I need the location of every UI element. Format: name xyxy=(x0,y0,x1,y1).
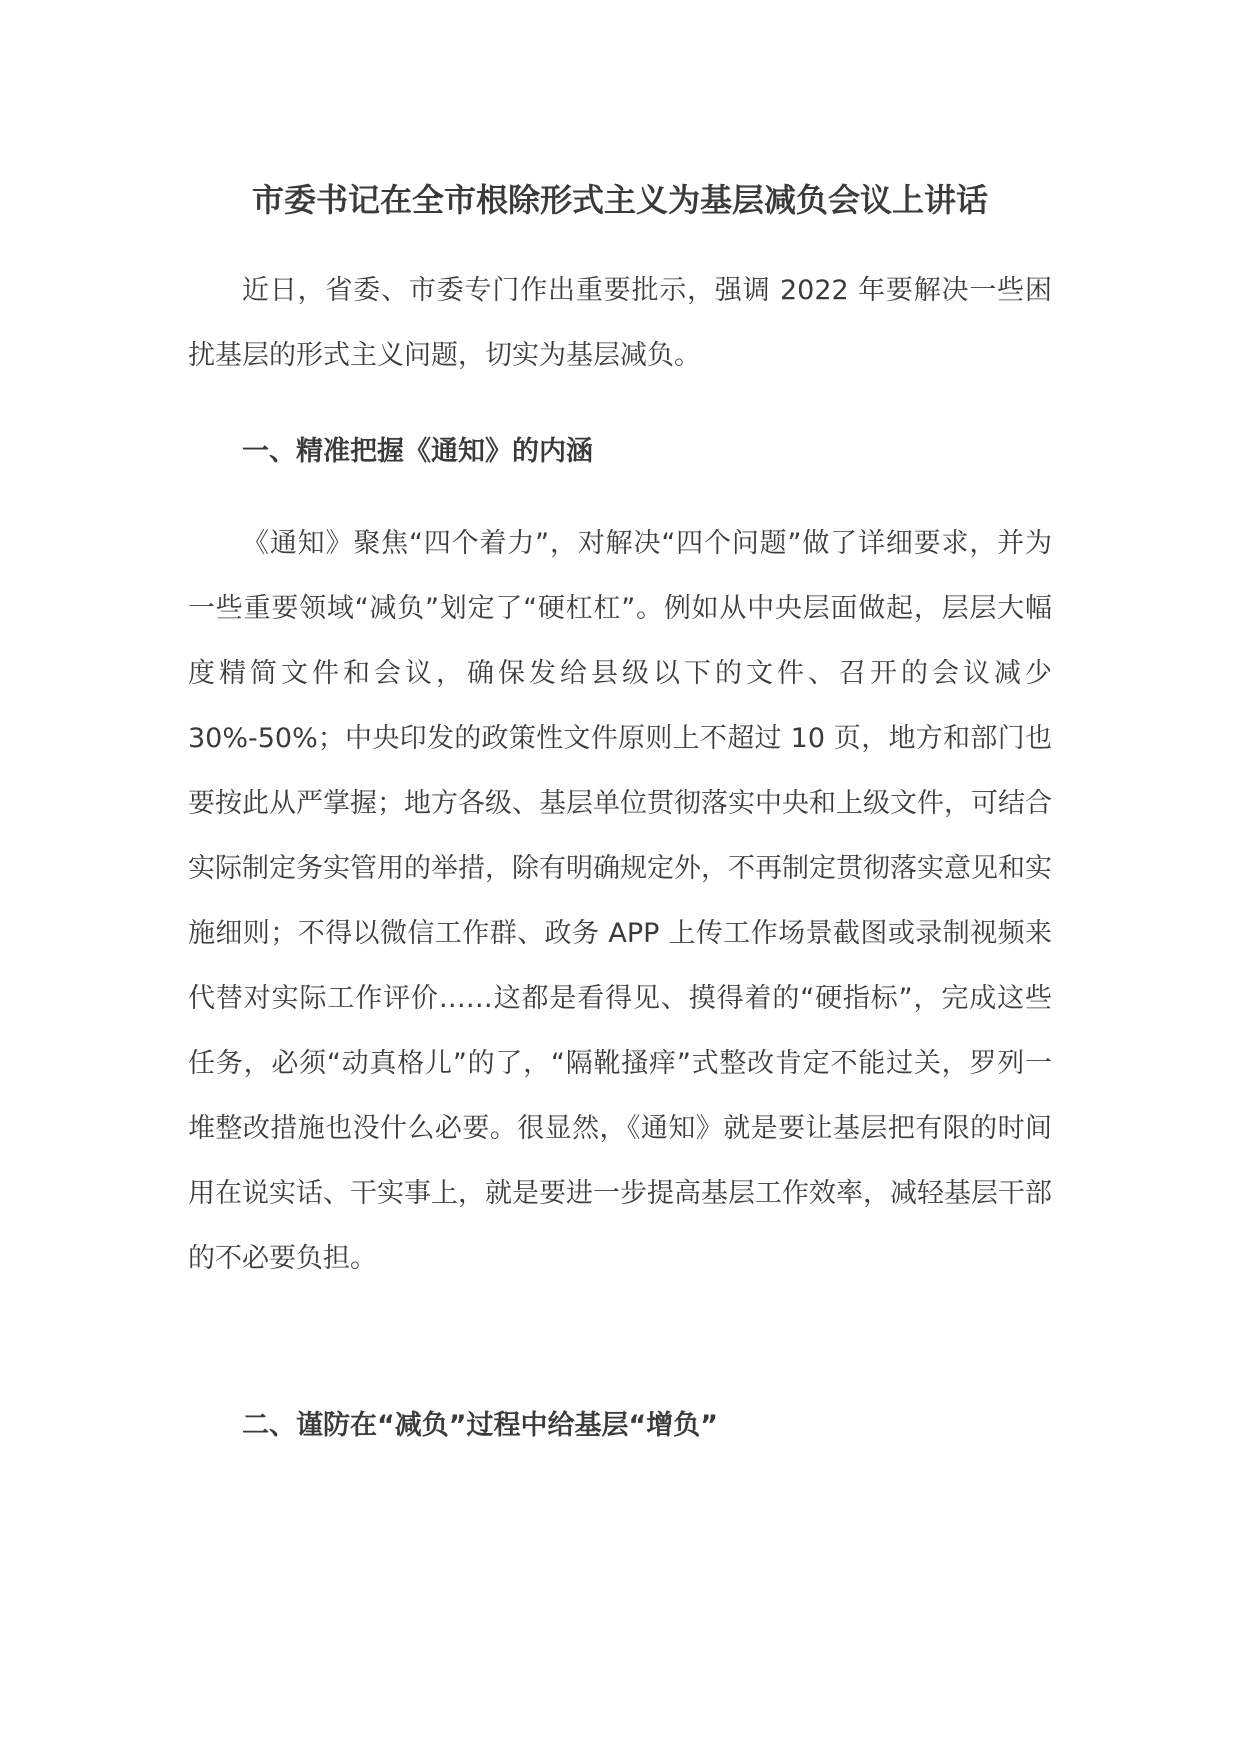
section-heading-1: 一、精准把握《通知》的内涵 xyxy=(242,436,593,467)
paragraph-intro: 近日，省委、市委专门作出重要批示，强调 2022 年要解决一些困扰基层的形式主义问题，切实为基层减负。 xyxy=(188,275,1052,371)
document-title: 市委书记在全市根除形式主义为基层减负会议上讲话 xyxy=(251,181,988,219)
section-heading-2: 二、谨防在“减负”过程中给基层“增负” xyxy=(242,1410,718,1441)
paragraph-section-1: 《通知》聚焦“四个着力”，对解决“四个问题”做了详细要求，并为一些重要领域“减负”划定了“硬杠杠”。例如从中央层面做起，层层大幅度精简文件和会议，确保发给县级以下的文件、召开的会议减少 30%-50%；中央印发的政策性文件原则上不超过 10 页，地方和部门也要按此从严掌握；地方各级、基层单位贯彻落实中央和上级文件，可结合实际制定务实管用的举措，除有明确规定外，不再制定贯彻落实意见和实施细则；不得以微信工作群、政务 APP 上传工作场景截图或录制视频来代替对实际工作评价……这都是看得见、摸得着的“硬指标”，完成这些任务，必须“动真格儿”的了，“隔靴搔痒”式整改肯定不能过关，罗列一堆整改措施也没什么必要。很显然，《通知》就是要让基层把有限的时间用在说实话、干实事上，就是要进一步提高基层工作效率，减轻基层干部的不必要负担。 xyxy=(188,528,1052,1274)
